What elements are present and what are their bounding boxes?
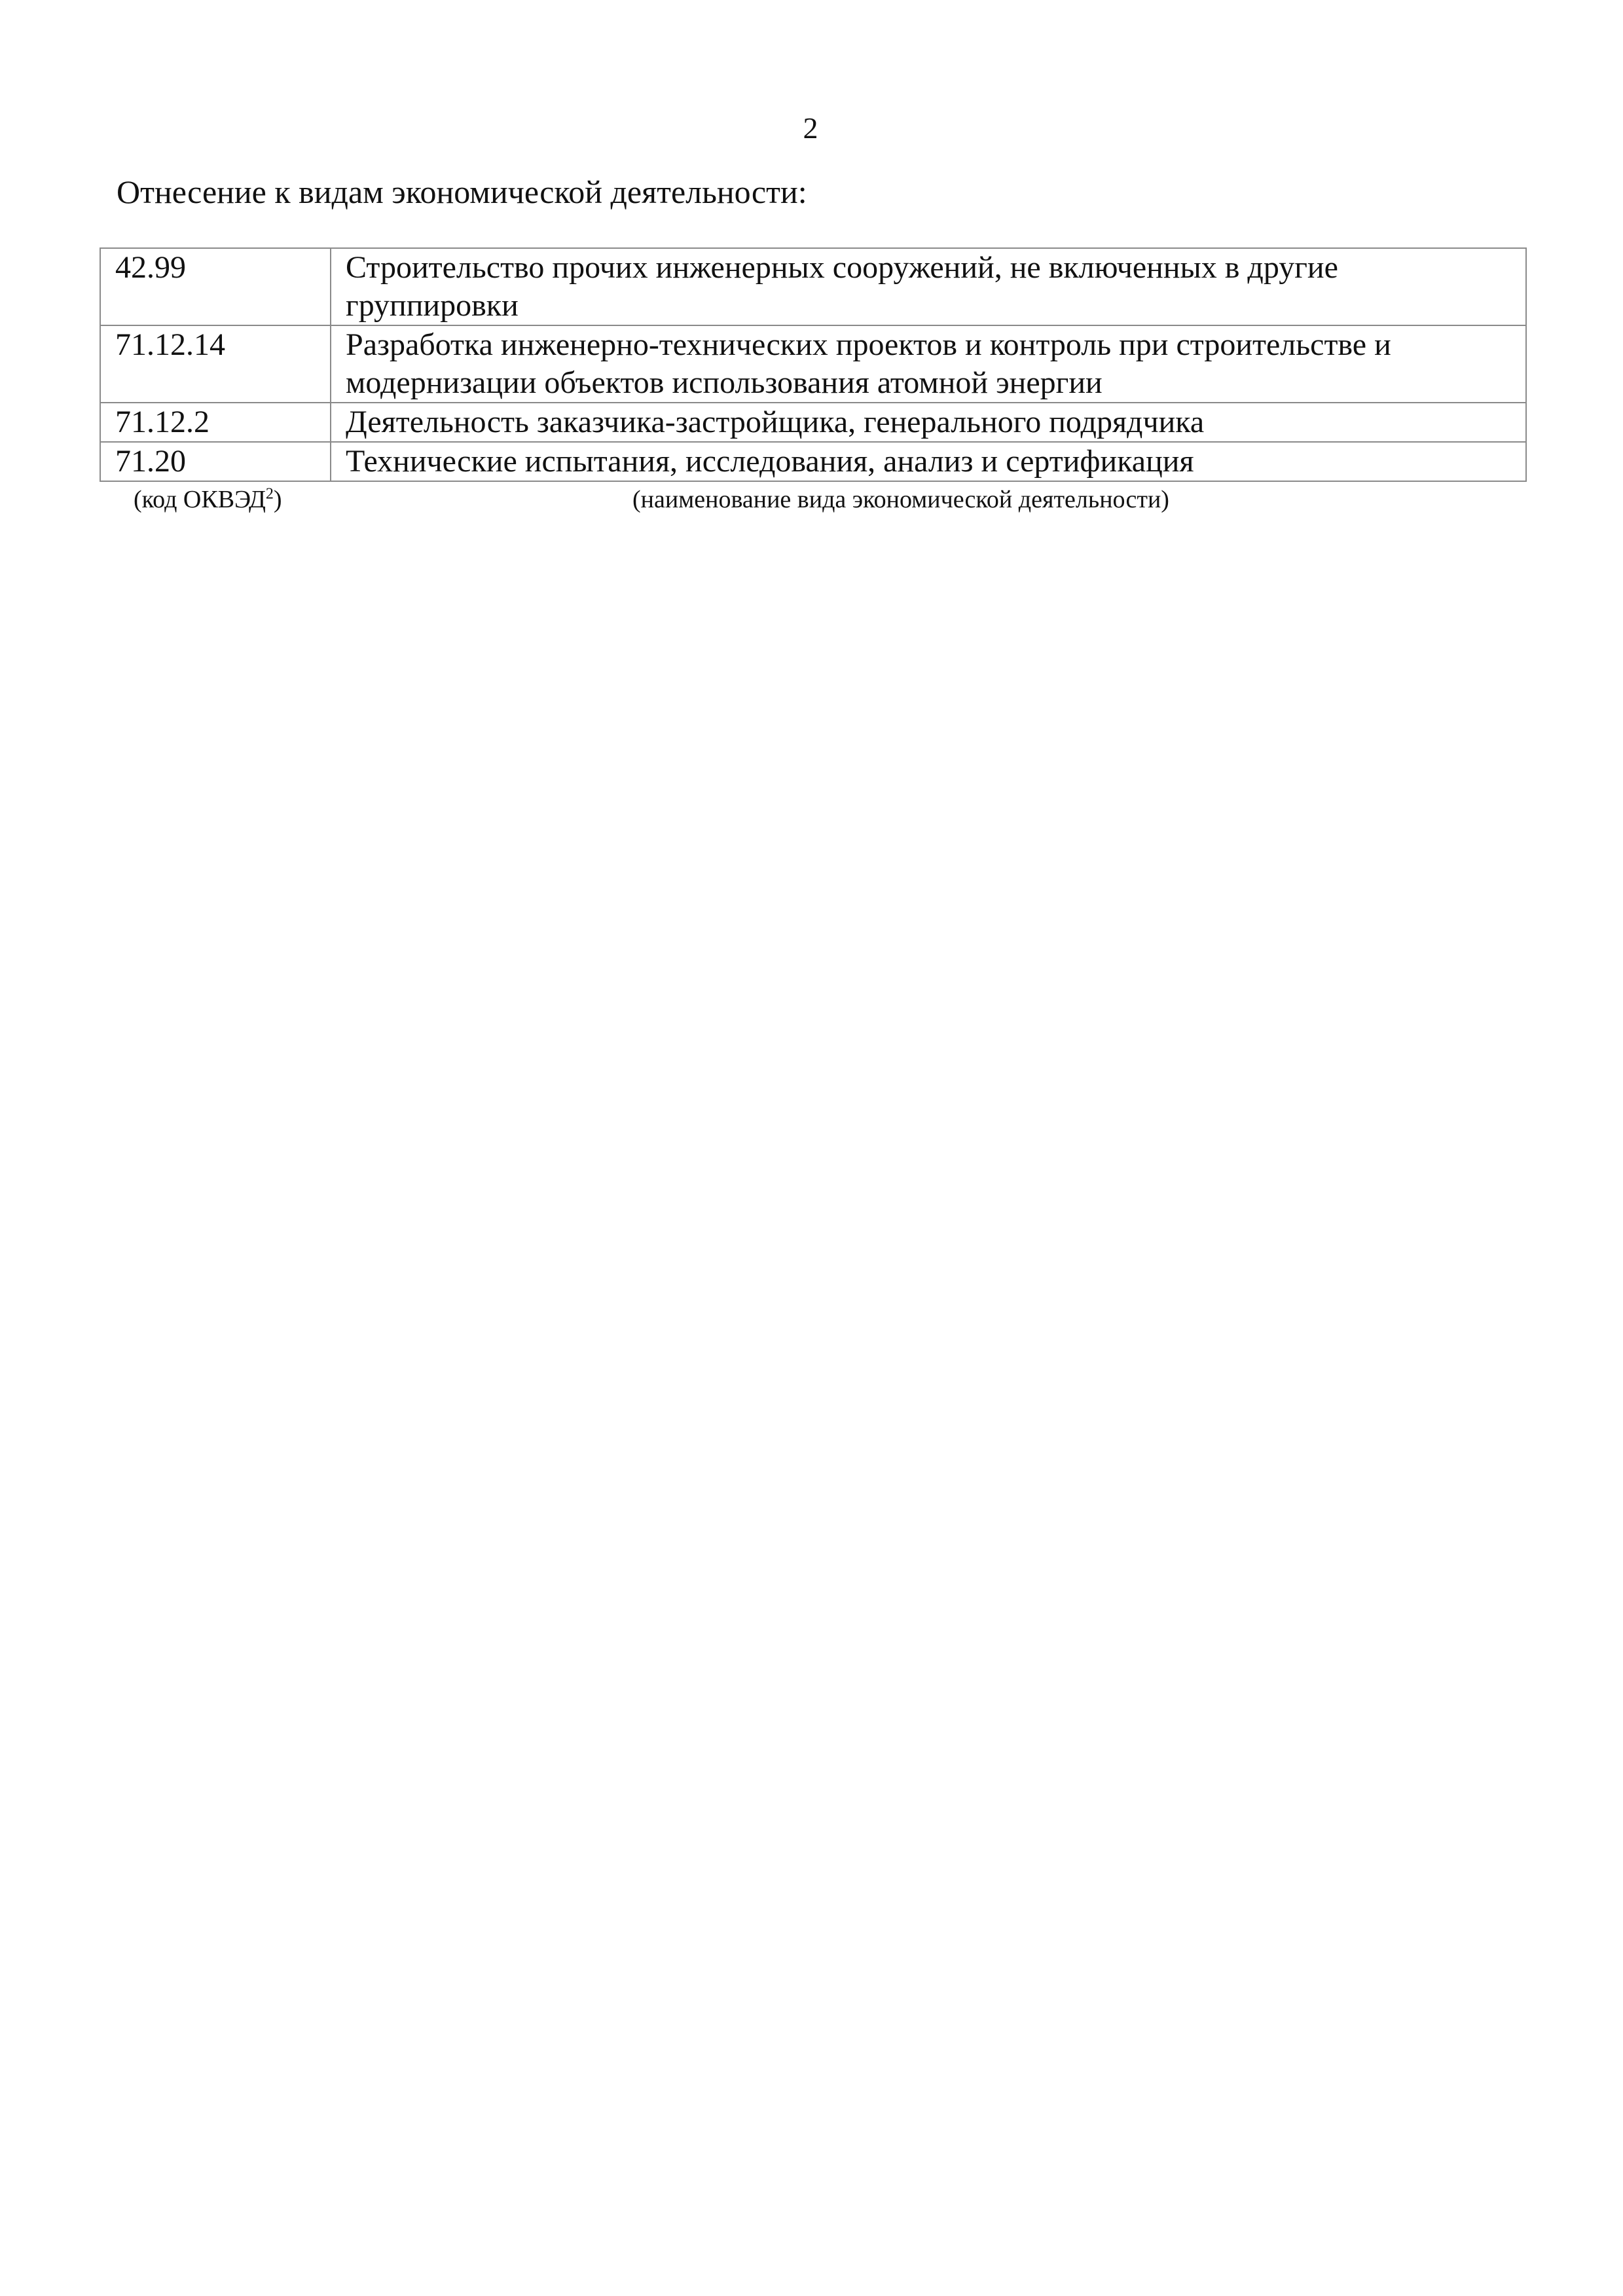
code-caption-text: (код ОКВЭД (134, 486, 266, 513)
table-row (100, 442, 1526, 481)
okved-code: 71.12.14 (100, 325, 331, 403)
code-caption-close: ) (273, 486, 282, 513)
table-row (100, 403, 1526, 442)
activity-name-line: группировки (346, 288, 519, 323)
activity-name-line: Разработка инженерно-технических проектов и контроль при строительстве и (346, 327, 1391, 362)
activity-name (331, 442, 1526, 481)
activity-name-line: Деятельность заказчика-застройщика, генерального подрядчика (346, 405, 1205, 439)
activity-name-line: модернизации объектов использования атомной энергии (346, 365, 1103, 400)
okved-code: 42.99 (100, 248, 331, 325)
okved-code: 71.12.2 (100, 403, 331, 442)
name-column-caption: (наименование вида экономической деятельности) (632, 486, 1169, 513)
activity-name (331, 248, 1526, 325)
table-row (100, 325, 1526, 403)
activity-name-line: Строительство прочих инженерных сооружений, не включенных в другие (346, 250, 1338, 285)
activity-name-line: Технические испытания, исследования, анализ и сертификация (346, 444, 1194, 479)
section-heading: Отнесение к видам экономической деятельности: (117, 173, 807, 210)
okved-code: 71.20 (100, 442, 331, 481)
page-number: 2 (803, 111, 818, 145)
table-row (100, 248, 1526, 325)
code-column-caption (134, 484, 282, 515)
activity-name (331, 403, 1526, 442)
activity-name (331, 325, 1526, 403)
footnote-marker: 2 (265, 485, 274, 503)
okved-activities-table (100, 247, 1527, 482)
